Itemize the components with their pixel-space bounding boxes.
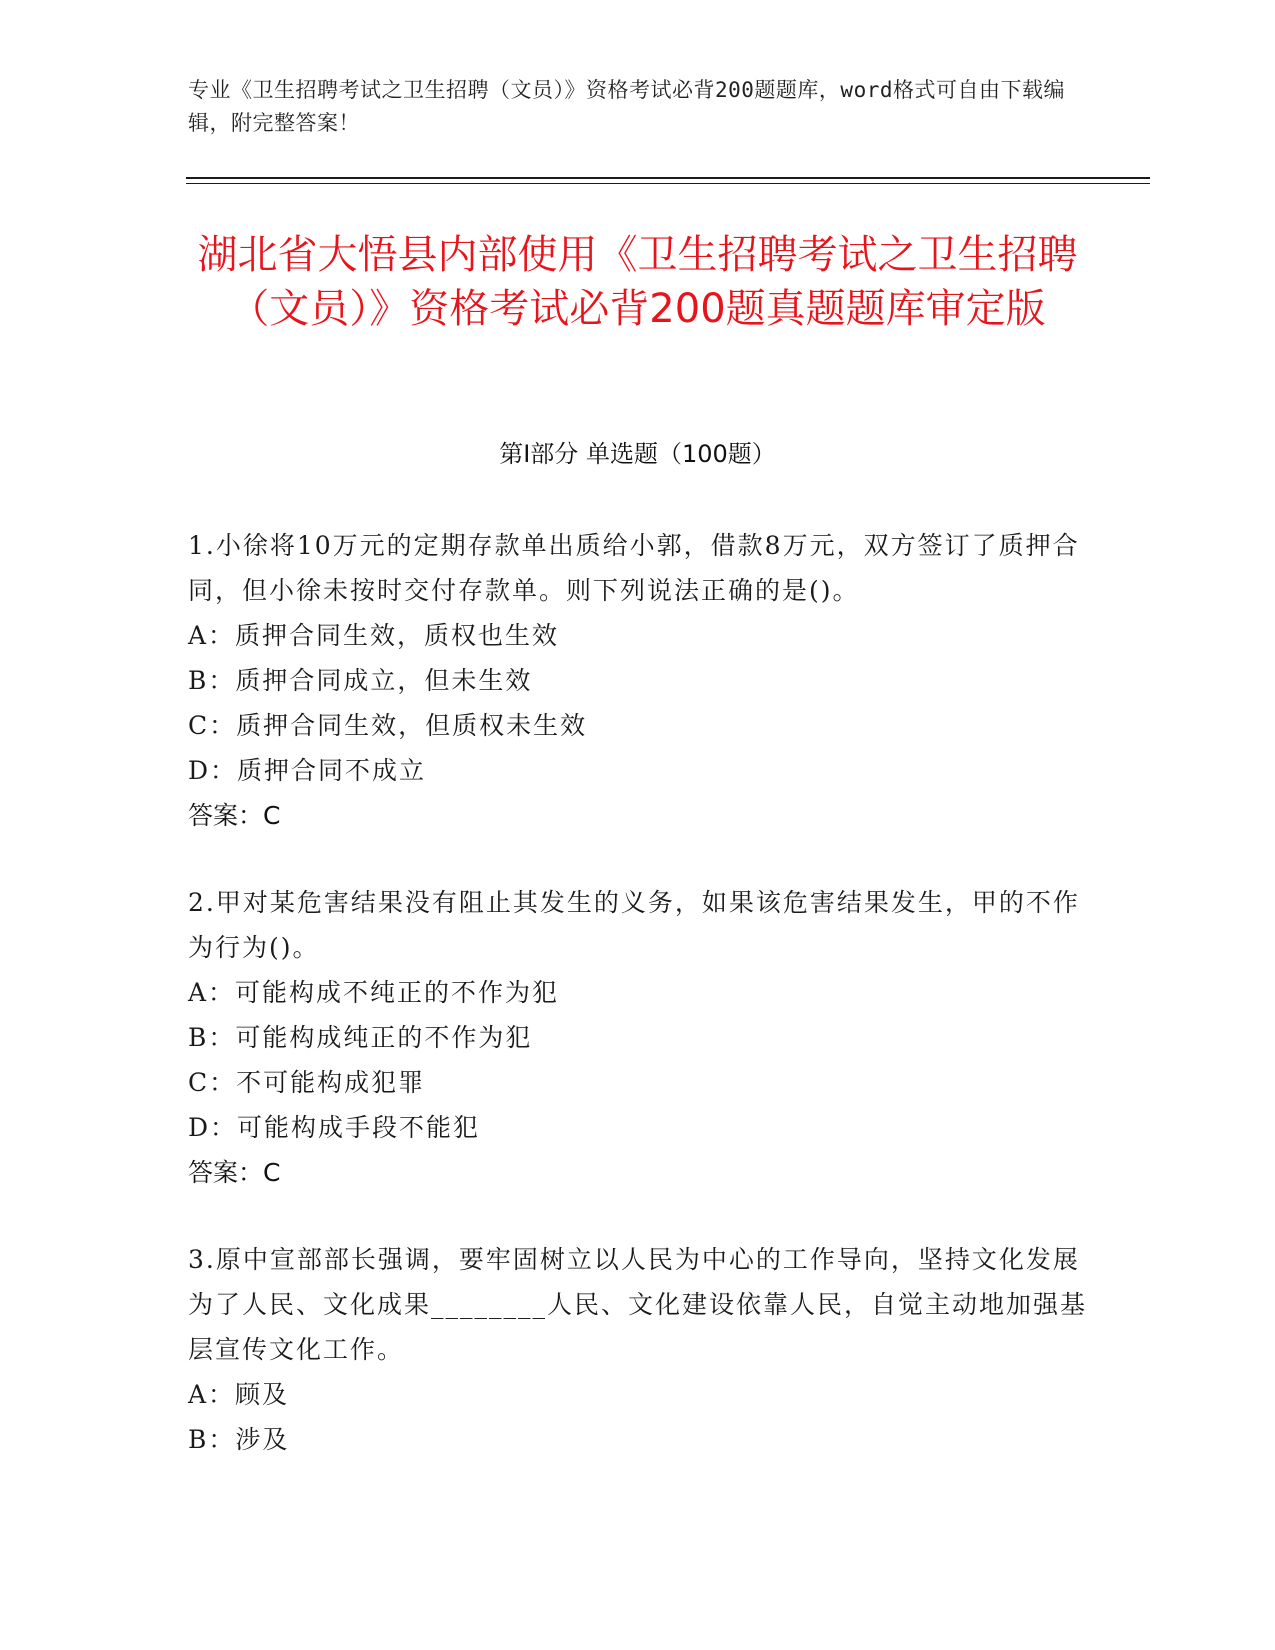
header-rule-thin (186, 183, 1150, 184)
question-1 (188, 523, 1088, 838)
question-list (188, 523, 1088, 1504)
question-3 (188, 1237, 1088, 1462)
option-d: D：质押合同不成立 (188, 756, 427, 785)
option-a: A：可能构成不纯正的不作为犯 (188, 978, 560, 1007)
question-2 (188, 880, 1088, 1195)
answer: 答案：C (188, 1158, 281, 1187)
option-c: C：不可能构成犯罪 (188, 1068, 426, 1097)
option-d: D：可能构成手段不能犯 (188, 1113, 481, 1142)
option-b: B：可能构成纯正的不作为犯 (188, 1023, 533, 1052)
answer: 答案：C (188, 801, 281, 830)
question-stem: 2.甲对某危害结果没有阻止其发生的义务，如果该危害结果发生，甲的不作为行为()。 (188, 888, 1080, 962)
document-title: 湖北省大悟县内部使用《卫生招聘考试之卫生招聘（文员）》资格考试必背200题真题题库审定版 (197, 232, 1078, 332)
option-c: C：质押合同生效，但质权未生效 (188, 711, 588, 740)
section-heading: 第I部分 单选题（100题） (499, 440, 776, 468)
question-stem: 3.原中宣部部长强调，要牢固树立以人民为中心的工作导向，坚持文化发展为了人民、文化成果________人民、文化建设依靠人民，自觉主动地加强基层宣传文化工作。 (188, 1245, 1088, 1364)
header-note: 专业《卫生招聘考试之卫生招聘（文员）》资格考试必背200题题库，word格式可自由下载编辑，附完整答案！ (188, 78, 1065, 135)
option-b: B：质押合同成立，但未生效 (188, 666, 533, 695)
header-rule-thick (186, 177, 1150, 179)
option-a: A：顾及 (188, 1380, 290, 1409)
question-stem: 1.小徐将10万元的定期存款单出质给小郭，借款8万元，双方签订了质押合同，但小徐未按时交付存款单。则下列说法正确的是()。 (188, 531, 1080, 605)
option-b: B：涉及 (188, 1425, 290, 1454)
option-a: A：质押合同生效，质权也生效 (188, 621, 560, 650)
